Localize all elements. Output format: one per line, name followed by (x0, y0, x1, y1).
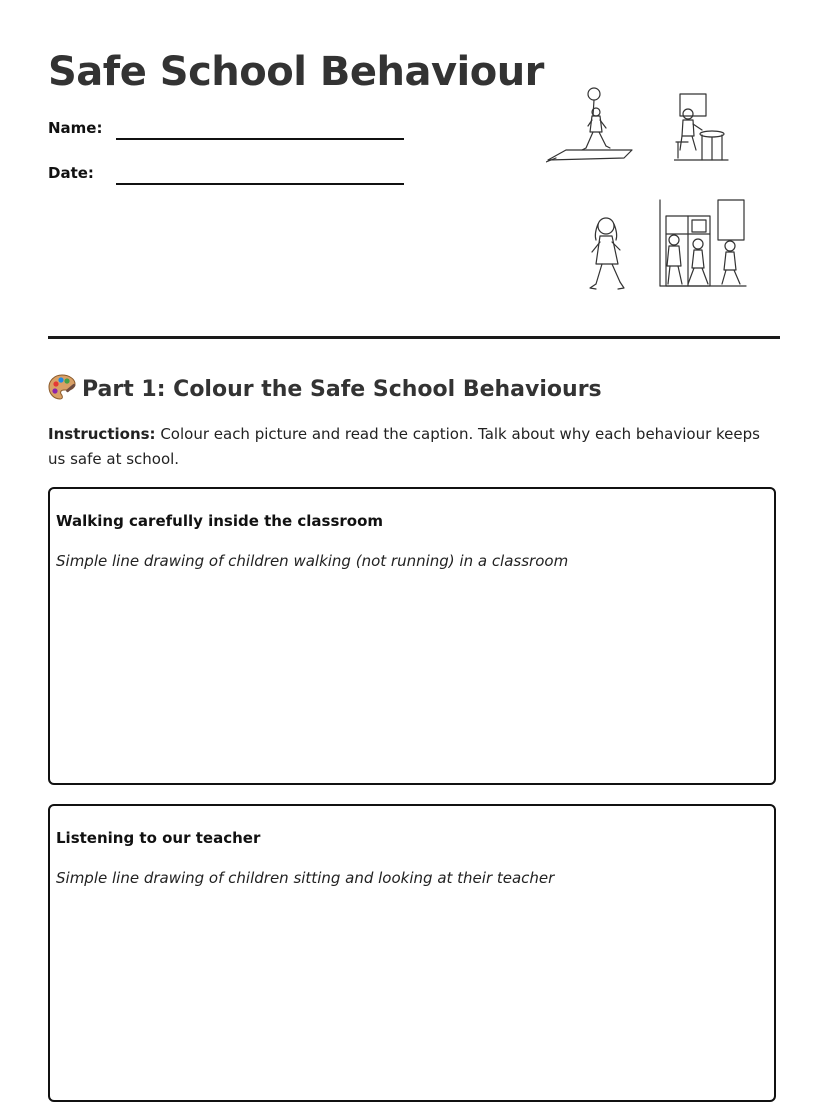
section-divider (48, 336, 780, 339)
date-write-line[interactable] (116, 183, 404, 185)
child-walking-with-balloon-icon (546, 86, 636, 166)
card-description: Simple line drawing of children walking (not running) in a classroom (56, 552, 569, 570)
name-write-line[interactable] (116, 138, 404, 140)
header-illustrations (546, 86, 756, 296)
girl-walking-icon (584, 214, 632, 294)
card-description: Simple line drawing of children sitting and looking at their teacher (56, 869, 555, 887)
colouring-card[interactable] (48, 487, 776, 785)
name-field (48, 118, 408, 142)
date-label: Date: (48, 164, 94, 182)
date-field (48, 163, 408, 187)
child-seated-at-desk-icon (674, 92, 730, 164)
card-title: Listening to our teacher (56, 829, 261, 847)
card-title: Walking carefully inside the classroom (56, 512, 384, 530)
children-walking-in-hallway-icon (658, 198, 748, 292)
instructions-lead: Instructions: (48, 425, 156, 443)
instructions (48, 422, 768, 472)
name-label: Name: (48, 119, 103, 137)
page-title: Safe School Behaviour (48, 49, 544, 95)
palette-icon (48, 374, 76, 400)
instructions-text: Colour each picture and read the caption. Talk about why each behaviour keeps us safe at school. (48, 425, 760, 468)
part-1-heading-text: Part 1: Colour the Safe School Behaviours (82, 377, 602, 402)
part-1-heading (48, 374, 602, 405)
colouring-card[interactable] (48, 804, 776, 1102)
worksheet-page (48, 0, 780, 1118)
